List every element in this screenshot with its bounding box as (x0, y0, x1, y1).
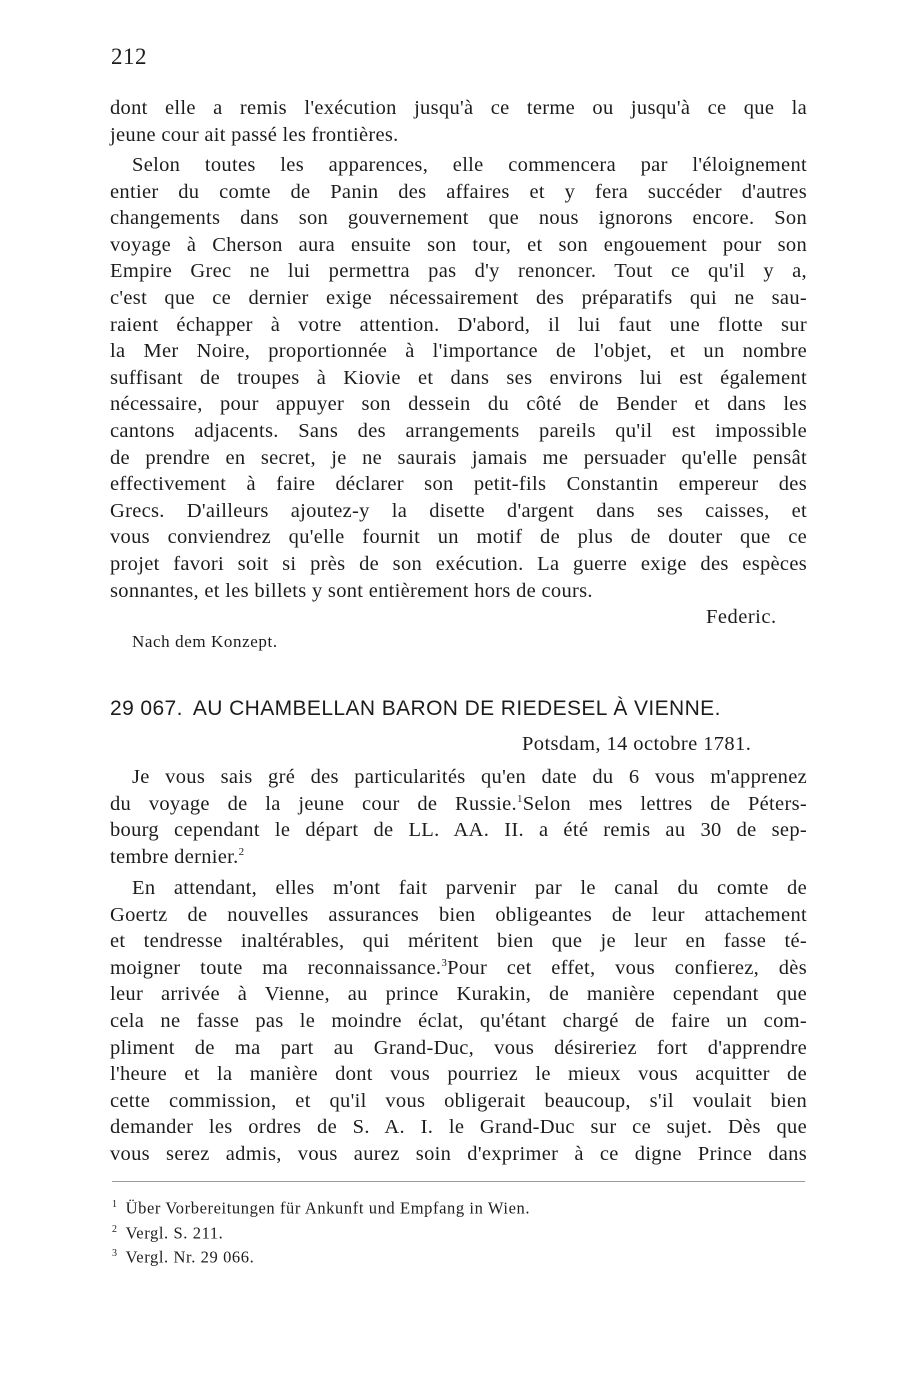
text-fragment: tembre dernier. (110, 845, 239, 868)
text-line (110, 764, 807, 791)
text-line: projet favori soit si près de son exécution. La guerre exige des espèces (110, 552, 807, 575)
text-fragment: du voyage de la jeune cour de Russie. (110, 792, 517, 815)
text-line: jeune cour ait passé les frontières. (110, 123, 399, 146)
text-line-content (110, 793, 523, 815)
paragraph-continuation (110, 95, 807, 148)
text-line: entier du comte de Panin des affaires et y fera succéder d'autres (110, 180, 807, 203)
text-line: Grecs. D'ailleurs ajoutez-y la disette d'argent dans ses caisses, et (110, 499, 807, 522)
text-line: voyage à Cherson aura ensuite son tour, et son engouement pour son (110, 233, 807, 256)
page-number: 212 (111, 44, 147, 69)
source-note: Nach dem Konzept. (132, 632, 278, 651)
text-line (110, 791, 807, 818)
paragraph-selon (110, 152, 807, 604)
footnote-ref: 3 (441, 956, 448, 969)
footnotes (112, 1194, 530, 1268)
text-line: cela ne fasse pas le moindre éclat, qu'étant chargé de faire un com- (110, 1009, 807, 1032)
footnote-ref: 2 (238, 845, 245, 858)
paragraph-en-attendant (110, 875, 807, 1168)
text-line: et tendresse inaltérables, qui méritent bien que je leur en fasse té- (110, 930, 807, 953)
text-line (110, 844, 807, 871)
text-line: bourg cependant le départ de LL. AA. II. a été remis au 30 de sep- (110, 819, 807, 842)
text-line-content: Selon toutes les apparences, elle commencera par l'éloignement (132, 154, 807, 176)
text-line: Empire Grec ne lui permettra pas d'y renoncer. Tout ce qu'il y a, (110, 260, 807, 283)
text-line (110, 955, 807, 982)
footnote-mark: 1 (112, 1199, 118, 1210)
text-fragment: Pour cet effet, vous confierez, dès (447, 956, 807, 979)
footnote-text: Über Vorbereitungen für Ankunft und Empfang in Wien. (125, 1198, 531, 1218)
text-line: demander les ordres de S. A. I. le Grand-Duc sur ce sujet. Dès que (110, 1116, 807, 1139)
text-fragment: moigner toute ma reconnaissance. (110, 956, 442, 979)
letter-number: 29 067. (110, 697, 183, 720)
footnote-ref: 1 (516, 792, 523, 805)
text-line: raient échapper à votre attention. D'abord, il lui faut une flotte sur (110, 313, 807, 336)
dateline: Potsdam, 14 octobre 1781. (522, 733, 752, 755)
text-line: pliment de ma part au Grand-Duc, vous désireriez fort d'apprendre (110, 1036, 807, 1059)
text-line: leur arrivée à Vienne, au prince Kurakin, de manière cependant que (110, 983, 807, 1006)
text-line: de prendre en secret, je ne saurais jamais me persuader qu'elle pensât (110, 446, 807, 469)
text-line: vous conviendrez qu'elle fournit un motif de plus de douter que ce (110, 526, 807, 549)
footnote (112, 1219, 530, 1244)
letter-heading (110, 697, 810, 721)
footnote (112, 1243, 530, 1268)
text-line: la Mer Noire, proportionnée à l'importance de l'objet, et un nombre (110, 340, 807, 363)
text-line: dont elle a remis l'exécution jusqu'à ce terme ou jusqu'à ce que la (110, 97, 807, 119)
text-line-content: Je vous sais gré des particularités qu'en date du 6 vous m'apprenez (132, 766, 807, 788)
text-line-content: En attendant, elles m'ont fait parvenir par le canal du comte de (132, 877, 807, 899)
text-fragment: Selon mes lettres de Péters- (522, 792, 807, 815)
footnote-text: Vergl. Nr. 29 066. (125, 1247, 255, 1267)
text-line: l'heure et la manière dont vous pourriez le mieux vous acquitter de (110, 1063, 807, 1086)
signature: Federic. (706, 606, 777, 628)
text-line: Goertz de nouvelles assurances bien obligeantes de leur attachement (110, 903, 807, 926)
paragraph-je-vous (110, 764, 807, 870)
text-line-content (110, 957, 447, 979)
footnote-mark: 3 (112, 1248, 118, 1259)
text-line (110, 875, 807, 902)
text-line (110, 152, 807, 179)
footnote-text: Vergl. S. 211. (125, 1223, 224, 1242)
text-line: c'est que ce dernier exige nécessairement des préparatifs qui ne sau- (110, 286, 807, 309)
text-line: suffisant de troupes à Kiovie et dans ses environs lui est également (110, 366, 807, 389)
text-line: changements dans son gouvernement que nous ignorons encore. Son (110, 207, 807, 230)
footnote-mark: 2 (112, 1223, 118, 1235)
text-line: vous serez admis, vous aurez soin d'exprimer à ce digne Prince dans (110, 1142, 807, 1165)
footnote-divider (112, 1181, 805, 1182)
text-line: cantons adjacents. Sans des arrangements pareils qu'il est impossible (110, 419, 807, 442)
text-line: nécessaire, pour appuyer son dessein du côté de Bender et dans les (110, 393, 807, 416)
text-line: sonnantes, et les billets y sont entièrement hors de cours. (110, 579, 593, 602)
letter-title: AU CHAMBELLAN BARON DE RIEDESEL À VIENNE. (192, 697, 721, 720)
footnote (112, 1194, 530, 1219)
text-line: cette commission, et qu'il vous obligerait beaucoup, s'il voulait bien (110, 1089, 807, 1112)
text-line: effectivement à faire déclarer son petit-fils Constantin empereur des (110, 473, 807, 496)
